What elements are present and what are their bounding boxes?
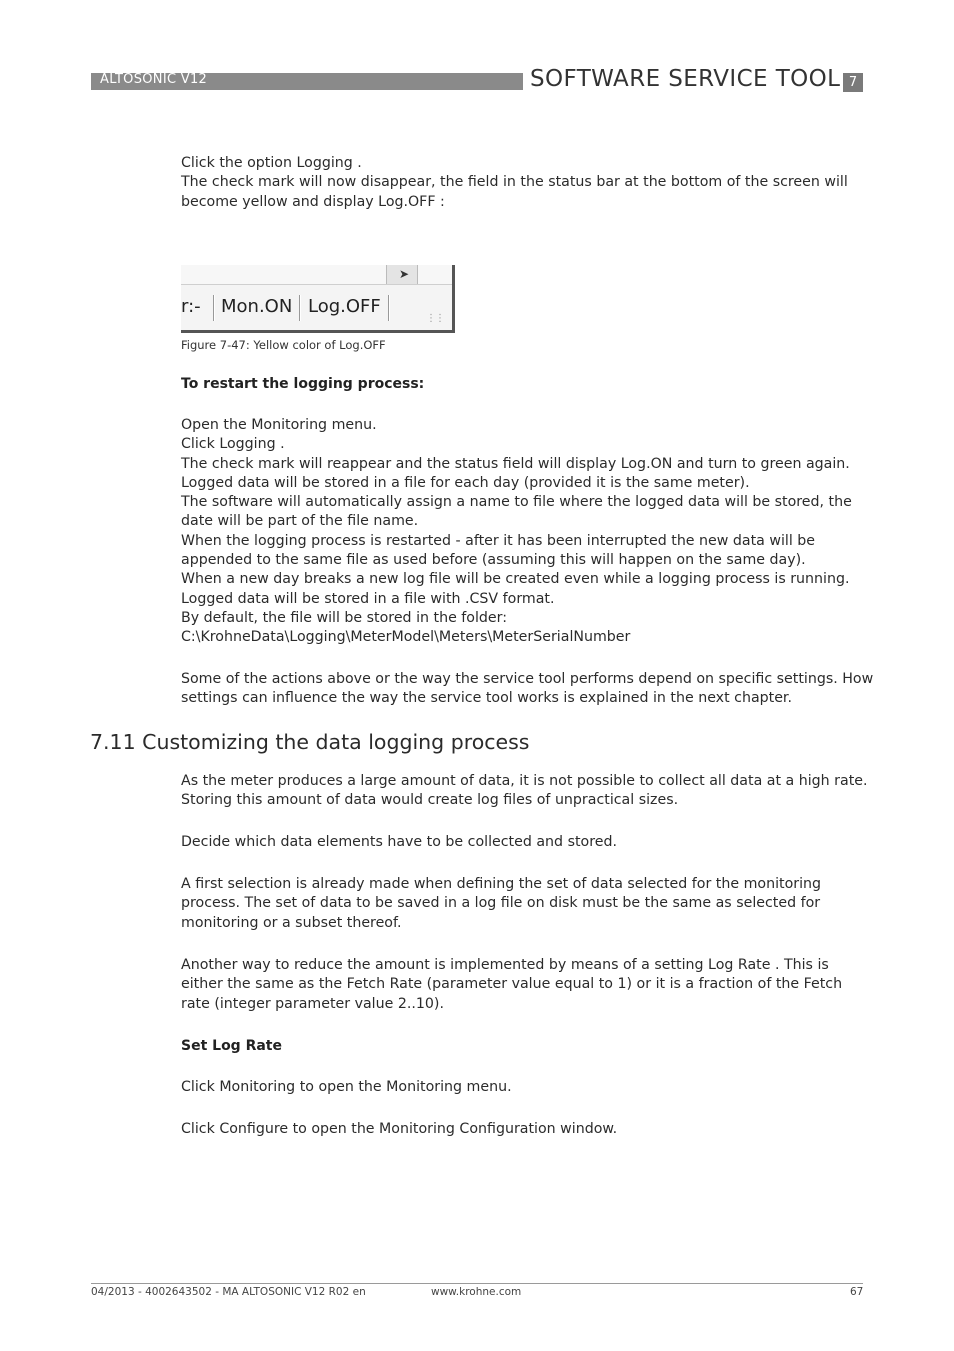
intro-line: Click the option Logging .: [181, 155, 362, 171]
para-line: Another way to reduce the amount is implemented by means of a setting Log Rate . This is: [181, 957, 829, 973]
settings-note: [181, 670, 874, 709]
restart-line: By default, the file will be stored in the folder:: [181, 609, 508, 626]
status-cell-log: Log.OFF: [308, 296, 381, 317]
status-separator: [213, 295, 215, 321]
footer-divider: [91, 1283, 863, 1284]
intro-line: The check mark will now disappear, the field in the status bar at the bottom of the screen will: [181, 174, 848, 191]
status-bar-row: [181, 293, 452, 321]
para-line: monitoring or a subset thereof.: [181, 914, 402, 931]
section-paragraph-3: [181, 875, 871, 933]
note-line: Some of the actions above or the way the service tool performs depend on specific settings. How: [181, 671, 874, 687]
para-line: Storing this amount of data would create log files of unpractical sizes.: [181, 792, 679, 809]
section-paragraph-4: [181, 956, 871, 1014]
figure-toolbar-strip: [181, 265, 452, 285]
restart-heading: To restart the logging process:: [181, 376, 425, 392]
status-cell-1: r:-: [181, 296, 201, 317]
step-open-configure: [181, 1120, 871, 1139]
section-paragraph-1: [181, 772, 871, 811]
restart-line: The check mark will reappear and the status field will display Log.ON and turn to green again.: [181, 455, 850, 472]
para-line: process. The set of data to be saved in a log file on disk must be the same as selected for: [181, 895, 821, 912]
restart-line: appended to the same file as used before (assuming this will happen on the same day).: [181, 552, 806, 569]
restart-line: The software will automatically assign a name to file where the logged data will be stored, the: [181, 494, 852, 511]
resize-grip-icon: ⋮⋮: [426, 313, 444, 324]
para-line: either the same as the Fetch Rate (parameter value equal to 1) or it is a fraction of the Fetch: [181, 976, 843, 993]
header-product: ALTOSONIC V12: [100, 72, 208, 87]
status-cell-mon: Mon.ON: [221, 296, 293, 317]
status-separator: [299, 295, 301, 321]
status-bar-figure: [181, 265, 455, 333]
step-open-monitoring: [181, 1078, 871, 1097]
restart-line: Click Logging .: [181, 436, 285, 453]
para-line: Decide which data elements have to be collected and stored.: [181, 834, 617, 850]
arrow-right-icon: ➤: [399, 267, 410, 281]
figure-caption: Figure 7-47: Yellow color of Log.OFF: [181, 338, 386, 352]
restart-line: Logged data will be stored in a file with .CSV format.: [181, 590, 555, 607]
para-line: rate (integer parameter value 2..10).: [181, 995, 444, 1012]
note-line: settings can influence the way the service tool works is explained in the next chapter.: [181, 690, 792, 707]
folder-path: C:\KrohneData\Logging\MeterModel\Meters\MeterSerialNumber: [181, 629, 631, 646]
restart-line: When a new day breaks a new log file will be created even while a logging process is running.: [181, 571, 850, 588]
status-separator: [388, 295, 390, 321]
scroll-button: [386, 265, 418, 284]
para-line: As the meter produces a large amount of data, it is not possible to collect all data at a high rate.: [181, 773, 868, 789]
step-line: Click Configure to open the Monitoring Configuration window.: [181, 1121, 618, 1137]
footer-page-number: 67: [850, 1286, 864, 1298]
step-line: Click Monitoring to open the Monitoring menu.: [181, 1079, 512, 1095]
section-heading: 7.11 Customizing the data logging process: [90, 730, 530, 754]
restart-line: Logged data will be stored in a file for each day (provided it is the same meter).: [181, 474, 750, 491]
section-paragraph-2: [181, 833, 871, 852]
footer-url: www.krohne.com: [431, 1286, 522, 1298]
footer-doc-id: 04/2013 - 4002643502 - MA ALTOSONIC V12 R02 en: [91, 1286, 366, 1298]
set-log-rate-heading: Set Log Rate: [181, 1038, 282, 1054]
restart-line: When the logging process is restarted - after it has been interrupted the new data will be: [181, 532, 816, 549]
restart-line: Open the Monitoring menu.: [181, 417, 377, 433]
restart-line: date will be part of the file name.: [181, 513, 419, 530]
para-line: A first selection is already made when defining the set of data selected for the monitoring: [181, 876, 822, 892]
intro-line: become yellow and display Log.OFF :: [181, 193, 445, 210]
restart-steps: [181, 416, 871, 648]
chapter-number-badge: 7: [843, 73, 863, 92]
intro-paragraph: [181, 154, 871, 212]
header-section-title: SOFTWARE SERVICE TOOL: [530, 66, 841, 92]
